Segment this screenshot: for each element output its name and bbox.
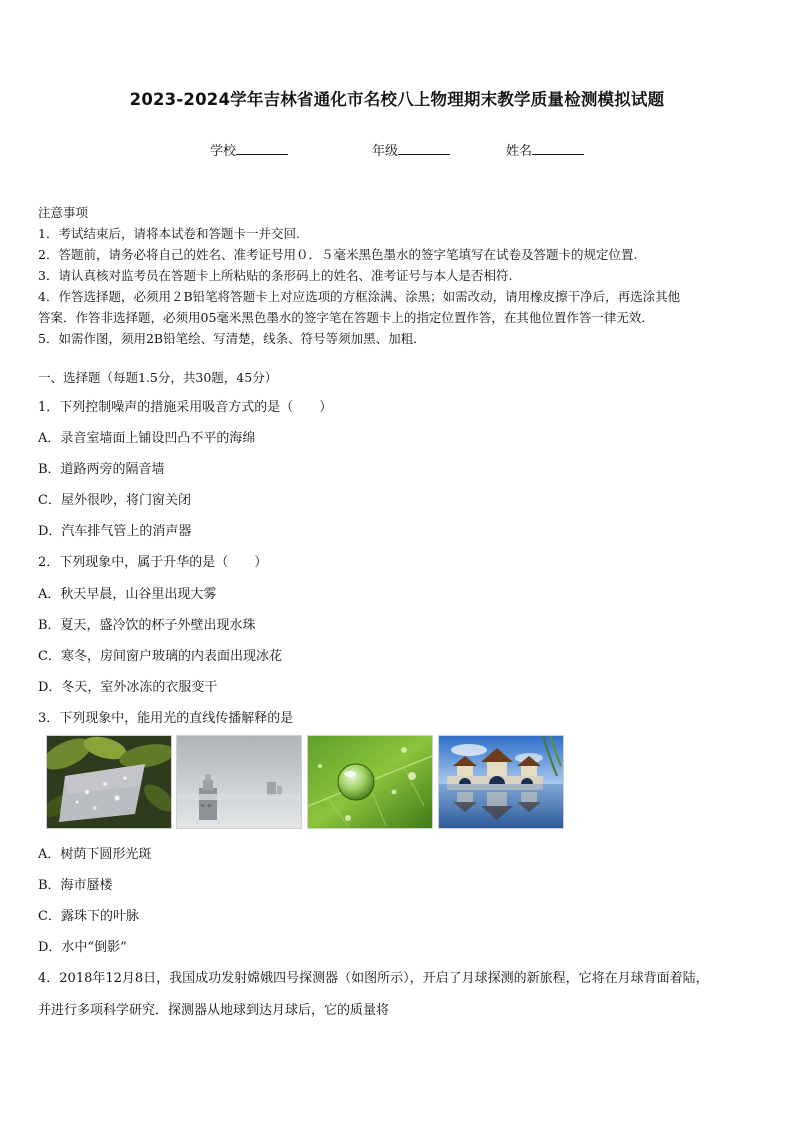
school-label: 学校 [210,144,237,159]
name-blank[interactable] [532,142,584,155]
question-1-option-d: D．汽车排气管上的消声器 [38,524,192,539]
grade-label: 年级 [372,144,399,159]
grade-blank[interactable] [398,142,450,155]
question-4-stem-line-2: 并进行多项科学研究．探测器从地球到达月球后，它的质量将 [38,1003,390,1018]
question-3-stem: 3．下列现象中，能用光的直线传播解释的是 [38,711,294,726]
question-2-option-a: A．秋天早晨，山谷里出现大雾 [38,587,217,602]
dewdrop-leaf-photo [307,735,433,829]
tree-shade-photo [46,735,172,829]
question-3-option-a: A．树荫下圆形光斑 [38,847,152,862]
note-item: 4．作答选择题，必须用２B铅笔将答题卡上对应选项的方框涂满、涂黑；如需改动，请用橡皮擦干净后，再选涂其他 [38,289,681,304]
question-1-option-a: A．录音室墙面上铺设凹凸不平的海绵 [38,431,256,446]
notes-title: 注意事项 [38,205,89,220]
mirage-photo [176,735,302,829]
section-title: 一、选择题（每题1.5分，共30题，45分） [38,370,278,385]
name-field [506,140,584,159]
grade-field [372,140,450,159]
name-label: 姓名 [506,144,533,159]
question-2-option-c: C．寒冬，房间窗户玻璃的内表面出现冰花 [38,649,282,664]
question-2-option-d: D．冬天，室外冰冻的衣服变干 [38,680,218,695]
note-item: 3．请认真核对监考员在答题卡上所粘贴的条形码上的姓名、准考证号与本人是否相符. [38,268,513,283]
school-field [210,140,288,159]
school-blank[interactable] [236,142,288,155]
question-2-option-b: B．夏天，盛冷饮的杯子外壁出现水珠 [38,618,256,633]
question-4-stem-line-1: 4．2018年12月8日，我国成功发射嫦娥四号探测器（如图所示），开启了月球探测的新旅程，它将在月球背面着陆， [38,971,709,986]
question-3-option-d: D．水中“倒影” [38,940,127,955]
question-3-option-c: C．露珠下的叶脉 [38,909,139,924]
question-1-option-c: C．屋外很吵，将门窗关闭 [38,493,191,508]
note-item: 5．如需作图，须用2B铅笔绘、写清楚，线条、符号等须加黑、加粗． [38,331,426,346]
page-title: 2023-2024学年吉林省通化市名校八上物理期末教学质量检测模拟试题 [129,90,665,109]
question-1-option-b: B．道路两旁的隔音墙 [38,462,165,477]
note-item: 2．答题前，请务必将自己的姓名、准考证号用０．５毫米黑色墨水的签字笔填写在试卷及答题卡的规定位置. [38,247,638,262]
question-3-option-b: B．海市蜃楼 [38,878,113,893]
question-2-stem: 2．下列现象中，属于升华的是（ ） [38,555,268,570]
pavilion-reflection-photo [438,735,564,829]
note-item: 答案．作答非选择题，必须用05毫米黑色墨水的签字笔在答题卡上的指定位置作答，在其他位置作答一律无效． [38,310,654,325]
question-1-stem: 1．下列控制噪声的措施采用吸音方式的是（ ） [38,400,333,415]
note-item: 1．考试结束后，请将本试卷和答题卡一并交回. [38,226,300,241]
